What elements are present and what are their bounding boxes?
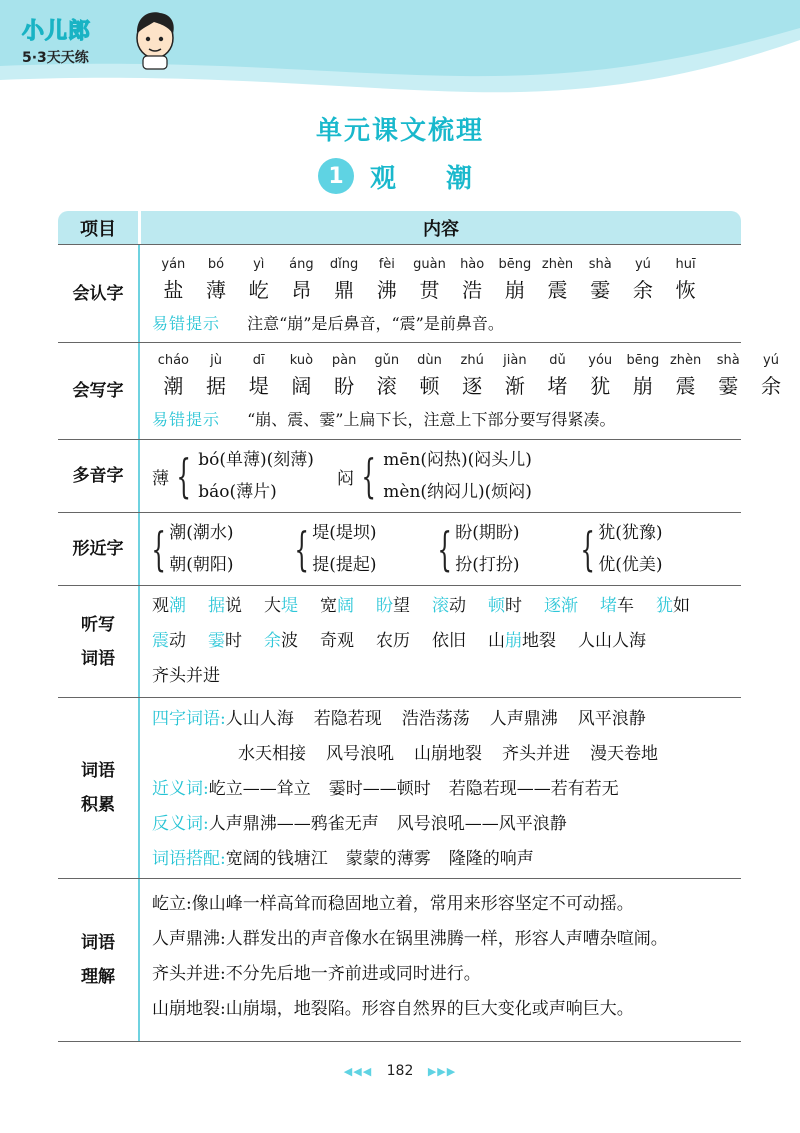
row-word-meaning: [58, 878, 741, 1042]
pinyin: dǔ: [549, 353, 566, 368]
character: 霎: [718, 374, 739, 398]
row-label: 形近字: [58, 513, 140, 585]
lesson-title: 观潮: [370, 163, 523, 194]
pinyin: hào: [460, 257, 485, 272]
dictation-word: 宽阔: [320, 596, 354, 616]
character: 贯: [419, 278, 440, 302]
character: 昂: [291, 278, 312, 302]
similar-word: 堤(堤坝): [312, 523, 377, 543]
character: 阔: [291, 374, 312, 398]
row-label-line: 词语: [81, 761, 115, 781]
pinyin: yú: [763, 353, 779, 368]
similar-word: 潮(潮水): [169, 523, 234, 543]
collocation-phrase: 隆隆的响声: [448, 849, 534, 869]
four-char-word: 浩浩荡荡: [401, 709, 470, 729]
character-line: [152, 370, 792, 399]
dictation-word: 齐头并进: [152, 666, 220, 686]
pinyin: yú: [634, 257, 651, 272]
similar-group: [438, 517, 581, 581]
four-char-word: 水天相接: [238, 744, 306, 764]
antonym-label: 反义词:: [152, 814, 209, 834]
column-header-content: 内容: [141, 211, 741, 244]
pinyin: gǔn: [374, 353, 400, 368]
word-meaning-content: [140, 879, 741, 1041]
mascot-boy-icon: [130, 8, 180, 70]
pinyin: áng: [289, 257, 314, 272]
character: 恢: [675, 278, 696, 302]
row-label-line: 词语: [81, 648, 115, 669]
antonym-pair: 人声鼎沸——鸦雀无声: [208, 814, 379, 834]
pinyin: yán: [161, 257, 186, 272]
four-char-line: [152, 702, 741, 737]
character: 崩: [632, 374, 653, 398]
header-wave-banner: [0, 0, 800, 110]
row-dictation: [58, 585, 741, 697]
reading: báo(薄片): [198, 482, 277, 502]
brace-icon: {: [437, 522, 452, 576]
dictation-word: 盼望: [376, 596, 410, 616]
vocabulary-content: [140, 698, 741, 878]
polyphonic-group: [152, 444, 337, 508]
similar-word: 优(优美): [598, 555, 663, 575]
reading: mēn(闷热)(闷头儿): [383, 450, 532, 470]
dictation-line: [152, 624, 741, 659]
four-char-word: 齐头并进: [502, 744, 570, 764]
dictation-word: 震动: [152, 631, 186, 651]
pinyin: huī: [675, 257, 696, 272]
antonym-pair: 风号浪吼——风平浪静: [396, 814, 567, 834]
row-label: [58, 586, 140, 697]
brand-logo: [22, 14, 91, 67]
pinyin: zhú: [460, 353, 484, 368]
four-char-word: 人声鼎沸: [489, 709, 558, 729]
dictation-line: [152, 589, 741, 624]
brace-icon: {: [151, 522, 166, 576]
dictation-word: 大堤: [264, 596, 298, 616]
pinyin: zhèn: [669, 353, 702, 368]
dictation-word: 逐渐: [544, 596, 578, 616]
row-label: 多音字: [58, 440, 140, 512]
pinyin-line: [152, 353, 792, 368]
character: 滚: [376, 374, 397, 398]
row-label-line: 词语: [81, 933, 115, 953]
brand-subtitle: 5·3天天练: [22, 50, 89, 66]
character: 堤: [248, 374, 269, 398]
synonym-pair: 霎时——顿时: [328, 779, 431, 799]
polyphonic-char: 闷: [337, 468, 354, 489]
unit-title: 单元课文梳理: [315, 116, 484, 146]
collocation-label: 词语搭配:: [152, 849, 226, 869]
character: 震: [547, 278, 568, 302]
row-label: [58, 879, 140, 1041]
dictation-word: 人山人海: [578, 631, 646, 651]
row-vocabulary: [58, 697, 741, 878]
pinyin: cháo: [157, 353, 189, 368]
dictation-word: 观潮: [152, 596, 186, 616]
dictation-word: 据说: [208, 596, 242, 616]
page-number: 182: [386, 1063, 414, 1079]
similar-word: 朝(朝阳): [169, 555, 234, 575]
pinyin: dī: [252, 353, 265, 368]
pinyin: zhèn: [541, 257, 574, 272]
pinyin: fèi: [378, 257, 395, 272]
right-arrows-icon: ▶▶▶: [427, 1065, 457, 1078]
row-polyphonic: [58, 439, 741, 512]
character: 盐: [163, 278, 184, 302]
error-tip: [152, 311, 741, 334]
row-recognize-chars: [58, 244, 741, 342]
table-header: [58, 211, 741, 244]
four-char-word: 人山人海: [225, 709, 294, 729]
row-label-line: 积累: [81, 795, 115, 815]
row-label: [58, 698, 140, 878]
brace-icon: {: [294, 522, 309, 576]
polyphonic-char: 薄: [152, 468, 169, 489]
lesson-heading: [318, 157, 522, 195]
four-char-word: 漫天卷地: [590, 744, 658, 764]
lesson-number-badge: 1: [318, 158, 354, 194]
pinyin: pàn: [331, 353, 357, 368]
character: 余: [632, 278, 653, 302]
four-char-label: 四字词语:: [152, 709, 226, 729]
column-header-item: 项目: [58, 211, 138, 244]
reading: bó(单薄)(刻薄): [198, 450, 314, 470]
synonym-pair: 屹立——耸立: [208, 779, 311, 799]
meaning-item: 山崩地裂:山崩塌，地裂陷。形容自然界的巨大变化或声响巨大。: [152, 999, 634, 1019]
four-char-word: 风平浪静: [577, 709, 646, 729]
character: 渐: [504, 374, 525, 398]
page-footer: [0, 1063, 800, 1079]
summary-table: [58, 211, 781, 1042]
row-label: 会写字: [58, 343, 140, 439]
character: 顿: [419, 374, 440, 398]
character: 震: [675, 374, 696, 398]
character: 逐: [462, 374, 483, 398]
character-line: [152, 274, 741, 303]
similar-word: 犹(犹豫): [598, 523, 663, 543]
four-char-line: [152, 737, 741, 772]
dictation-word: 山崩地裂: [488, 631, 556, 651]
dictation-word: 滚动: [432, 596, 466, 616]
meaning-item: 齐头并进:不分先后地一齐前进或同时进行。: [152, 964, 481, 984]
character: 薄: [206, 278, 227, 302]
pinyin: bēng: [626, 353, 660, 368]
tip-label: 易错提示: [152, 410, 221, 429]
row-label: 会认字: [58, 245, 140, 342]
character: 崩: [504, 278, 525, 302]
dictation-word: 犹如: [656, 596, 690, 616]
pinyin: jù: [210, 353, 222, 368]
pinyin-line: [152, 257, 741, 272]
similar-group: [295, 517, 438, 581]
dictation-word: 余波: [264, 631, 298, 651]
row-write-chars: [58, 342, 781, 439]
character: 沸: [376, 278, 397, 302]
brace-icon: {: [361, 449, 376, 503]
row-label-line: 听写: [81, 614, 115, 635]
character: 霎: [590, 278, 611, 302]
tip-text: 注意“崩”是后鼻音，“震”是前鼻音。: [247, 314, 504, 333]
dictation-word: 顿时: [488, 596, 522, 616]
pinyin: dǐng: [329, 257, 359, 272]
character: 犹: [590, 374, 611, 398]
meaning-item: 屹立:像山峰一样高耸而稳固地立着，常用来形容坚定不可动摇。: [152, 894, 634, 914]
row-similar-chars: [58, 512, 741, 585]
dictation-word: 农历: [376, 631, 410, 651]
collocation-phrase: 宽阔的钱塘江: [225, 849, 328, 869]
similar-word: 扮(打扮): [455, 555, 520, 575]
dictation-word: 依旧: [432, 631, 466, 651]
meaning-item: 人声鼎沸:人群发出的声音像水在锅里沸腾一样，形容人声嘈杂喧闹。: [152, 929, 668, 949]
error-tip: [152, 407, 792, 430]
character: 浩: [462, 278, 483, 302]
brace-icon: {: [176, 449, 191, 503]
brand-name: 小儿郎: [22, 19, 92, 44]
character: 屹: [248, 278, 269, 302]
polyphonic-group: [337, 444, 532, 508]
character: 盼: [334, 374, 355, 398]
collocation-phrase: 蒙蒙的薄雾: [345, 849, 431, 869]
dictation-word: 霎时: [208, 631, 242, 651]
similar-group: [581, 517, 724, 581]
dictation-words: [140, 586, 741, 697]
collocation-line: [152, 842, 741, 877]
pinyin: shà: [716, 353, 740, 368]
pinyin: dùn: [417, 353, 442, 368]
similar-word: 盼(期盼): [455, 523, 520, 543]
four-char-word: 山崩地裂: [414, 744, 482, 764]
character: 堵: [547, 374, 568, 398]
similar-word: 提(提起): [312, 555, 377, 575]
brace-icon: {: [580, 522, 595, 576]
pinyin: bó: [207, 257, 225, 272]
pinyin: yì: [253, 257, 265, 272]
dictation-word: 奇观: [320, 631, 354, 651]
row-label-line: 理解: [81, 967, 115, 987]
dictation-word: 堵车: [600, 596, 634, 616]
four-char-word: 若隐若现: [313, 709, 382, 729]
tip-text: “崩、震、霎”上扁下长，注意上下部分要写得紧凑。: [247, 410, 616, 429]
pinyin: yóu: [588, 353, 613, 368]
pinyin: guàn: [413, 257, 446, 272]
pinyin: bēng: [498, 257, 532, 272]
four-char-word: 风号浪吼: [326, 744, 394, 764]
left-arrows-icon: ◀◀◀: [343, 1065, 373, 1078]
tip-label: 易错提示: [152, 314, 221, 333]
character: 鼎: [334, 278, 355, 302]
synonym-pair: 若隐若现——若有若无: [448, 779, 619, 799]
character: 据: [206, 374, 227, 398]
synonym-label: 近义词:: [152, 779, 209, 799]
reading: mèn(纳闷儿)(烦闷): [383, 482, 532, 502]
pinyin: shà: [588, 257, 612, 272]
character: 余: [760, 374, 781, 398]
synonym-line: [152, 772, 741, 807]
pinyin: kuò: [289, 353, 314, 368]
similar-group: [152, 517, 295, 581]
antonym-line: [152, 807, 741, 842]
dictation-line: [152, 659, 741, 694]
pinyin: jiàn: [503, 353, 527, 368]
character: 潮: [163, 374, 184, 398]
